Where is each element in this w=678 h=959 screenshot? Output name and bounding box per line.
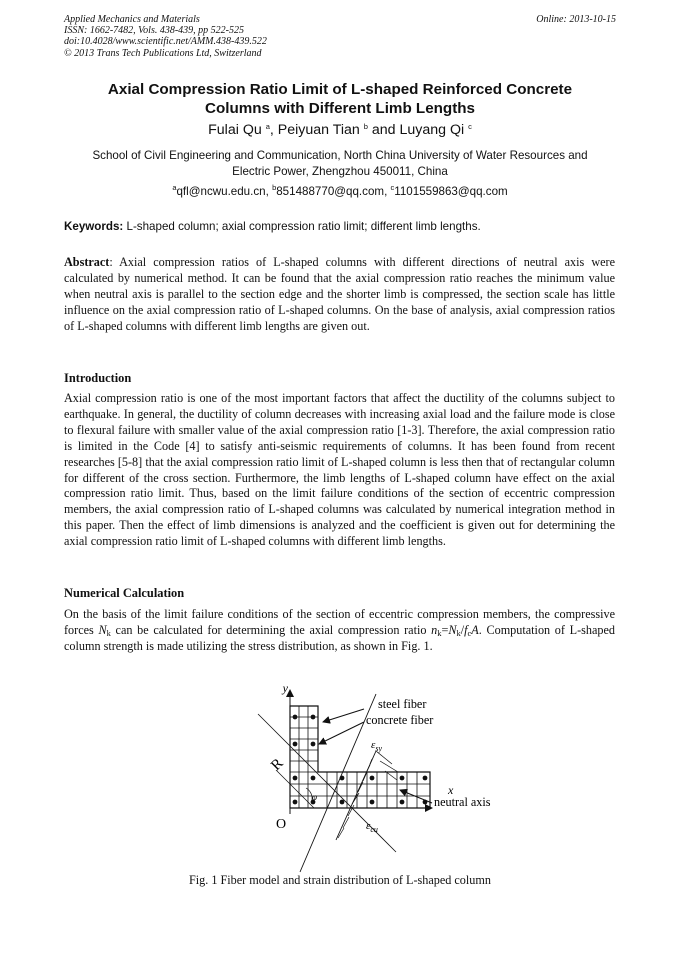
journal-name: Applied Mechanics and Materials	[64, 14, 200, 25]
online-date: Online: 2013-10-15	[536, 14, 616, 25]
abstract	[64, 255, 615, 335]
abstract-label: Abstract	[64, 255, 110, 269]
author-3: Luyang Qi	[399, 122, 465, 138]
email-1: qfl@ncwu.edu.cn	[176, 185, 266, 198]
r-label: R	[268, 755, 287, 774]
journal-header	[64, 14, 616, 59]
steel-fiber-label: steel fiber	[378, 697, 427, 711]
figure-caption: Fig. 1 Fiber model and strain distribution of L-shaped column	[189, 873, 491, 887]
concrete-fiber-label: concrete fiber	[366, 713, 434, 727]
paper-title	[64, 80, 616, 118]
author-2: Peiyuan Tian	[277, 122, 360, 138]
keywords	[64, 220, 616, 233]
y-axis-label: y	[282, 681, 288, 695]
abstract-text: : Axial compression ratios of L-shaped columns with different directions of neutral axis were calculated by numerical method. It can be found that the axial compression ratio reaches the minimum value when neutral axis is parallel to the section edge and the shorter limb is compressed, the section scale has little influence on the axial compression ratio of L-shaped columns. On the base of analysis, axial compression ratios of L-shaped columns with different limb lengths are given out.	[64, 255, 615, 333]
author-1: Fulai Qu	[208, 122, 262, 138]
keywords-text: L-shaped column; axial compression ratio limit; different limb lengths.	[123, 220, 481, 233]
fiber-model-figure	[0, 676, 678, 876]
origin-label: O	[276, 817, 287, 832]
doi-line: doi:10.4028/www.scientific.net/AMM.438-439.522	[64, 36, 267, 48]
section-heading-introduction: Introduction	[64, 371, 132, 385]
neutral-axis-label: neutral axis	[434, 795, 491, 809]
phi-label: φ	[312, 792, 317, 802]
neutral-axis-pointer	[400, 790, 432, 803]
strain-line	[300, 694, 376, 872]
concrete-fiber-pointer	[319, 722, 364, 744]
title-line-2: Columns with Different Limb Lengths	[205, 100, 475, 117]
email-3: 1101559863@qq.com	[394, 185, 508, 198]
title-line-1: Axial Compression Ratio Limit of L-shaped Reinforced Concrete	[107, 81, 573, 98]
steel-fiber-pointer	[323, 709, 364, 722]
issn-line: ISSN: 1662-7482, Vols. 438-439, pp 522-525	[64, 25, 244, 37]
introduction-text: Axial compression ratio is one of the most important factors that affect the ductility of the columns subject to earthquake. In general, the ductility of column decreases with increasing axial load and the failure mode is close to flexural failure with smaller value of the axial compression ratio [1-3]. Therefore, the axial compression ratio is limited in the Code [4] to satisfy anti-seismic requirements of columns. It has been found from recent researches [5-8] that the axial compression ratio limit of L-shaped column is less then that of rectangular column for different of the cross section. Furthermore, the limb lengths of L-shaped column have effect on the axial compression ratio limit. Thus, based on the limit failure conditions of the section of eccentric compression members, the axial compression ratio of L-shaped columns was calculated by numerical integration method in this paper. Then the effect of limb dimensions is analyzed and the coefficient is given out for determining the axial compression ratio limit of L-shaped columns with different limb lengths.	[64, 391, 615, 549]
eps-sy-label: $\varepsilon_{sy}$	[371, 739, 383, 753]
section-heading-numerical-calculation: Numerical Calculation	[64, 586, 185, 600]
email-2: 851488770@qq.com	[276, 185, 385, 198]
email-list: $^a$qfl@ncwu.edu.cn, $^b$851488770@qq.com, $^c$1101559863@qq.com	[172, 183, 508, 198]
affiliation: School of Civil Engineering and Communication, North China University of Water Resources and Electric Power, Zhengzhou 450011, China	[92, 149, 588, 178]
author-list: Fulai Qu $^a$, Peiyuan Tian $^b$ and Luyang Qi $^c$	[208, 122, 472, 138]
numerical-text: On the basis of the limit failure conditions of the section of eccentric compression members, the compressive forces $N_k$ can be calculated for determining the axial compression ratio $n_k=N_k/f_cA$. Computation of L-shaped column strength is made utilizing the stress distribution, as shown in Fig. 1.	[64, 607, 615, 653]
eps-cu-label: $\varepsilon_{cu}$	[366, 820, 378, 834]
keywords-label: Keywords:	[64, 220, 124, 233]
copyright-line: © 2013 Trans Tech Publications Ltd, Switzerland	[64, 47, 262, 59]
x-axis-label: x	[448, 783, 454, 797]
